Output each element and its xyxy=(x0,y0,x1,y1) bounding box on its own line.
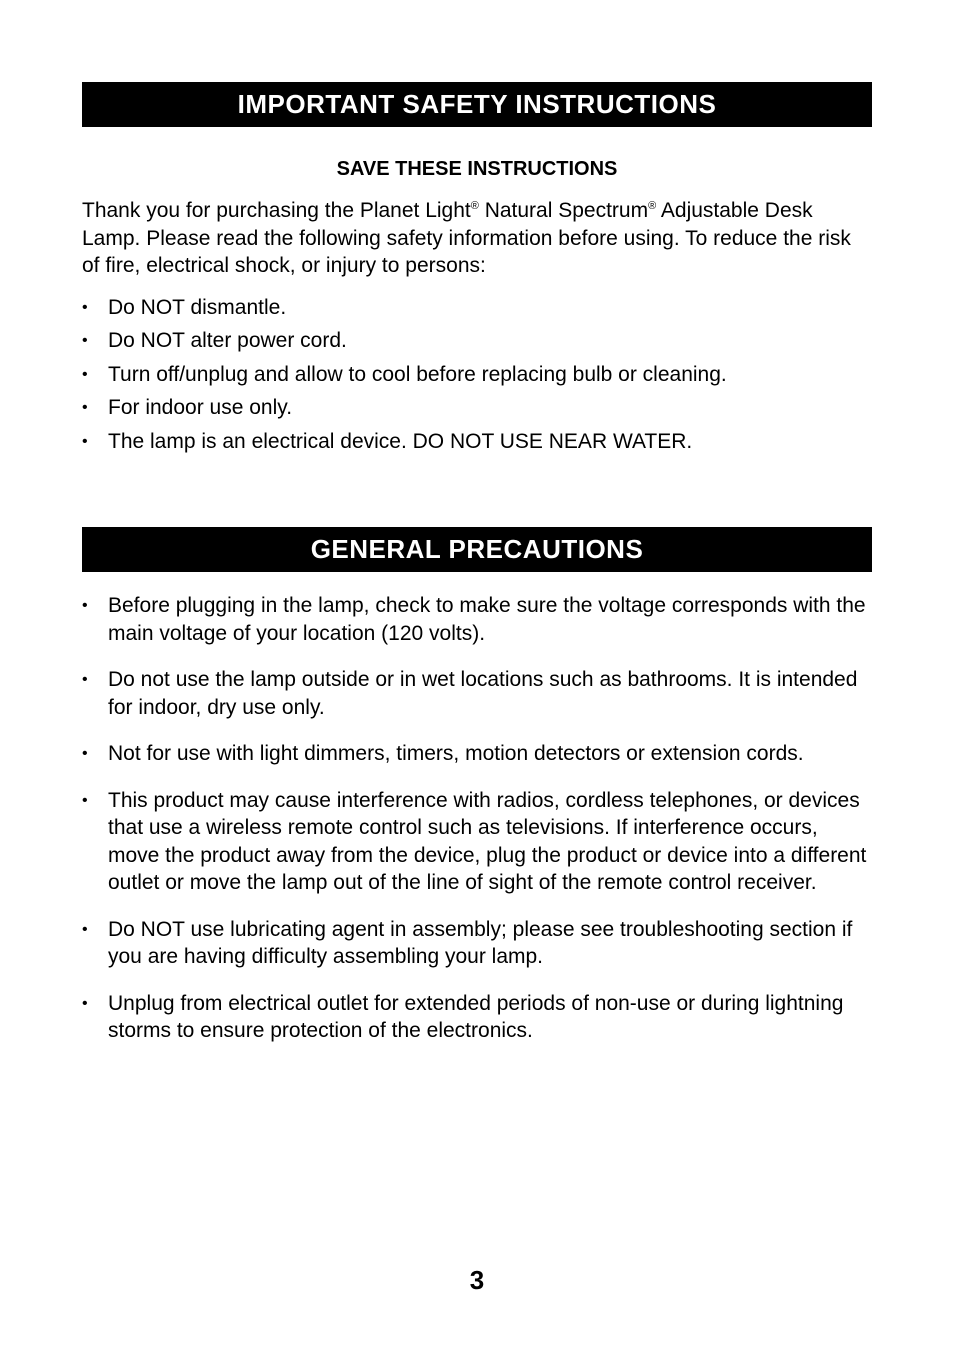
bullet-marker: • xyxy=(82,994,88,1012)
list-item-text: For indoor use only. xyxy=(108,396,293,419)
list-item xyxy=(82,327,872,355)
list-item-text: This product may cause interference with radios, cordless telephones, or devices that use a wireless remote control such as televisions. If interference occurs, move the product away from the device, plug the product or device into a different outlet or move the lamp out of the line of sight of the remote control receiver. xyxy=(108,788,867,894)
list-item xyxy=(82,428,872,456)
page-number: 3 xyxy=(469,1265,485,1295)
intro-text-part-2: Natural Spectrum xyxy=(478,199,649,222)
bullet-marker: • xyxy=(82,745,88,762)
registered-mark: ® xyxy=(470,200,479,212)
list-item-text: Do not use the lamp outside or in wet locations such as bathrooms. It is intended for indoor, dry use only. xyxy=(108,668,858,719)
bullet-marker: • xyxy=(82,432,88,450)
list-item-text: The lamp is an electrical device. DO NOT USE NEAR WATER. xyxy=(108,429,693,453)
intro-paragraph xyxy=(82,197,872,280)
list-item-text: Turn off/unplug and allow to cool before replacing bulb or cleaning. xyxy=(108,362,727,386)
save-instructions-subheading: SAVE THESE INSTRUCTIONS xyxy=(336,158,618,180)
intro-text-part-3: Adjustable Desk Lamp. Please read the following safety information before using. To reduce the risk of fire, electrical shock, or injury to persons: xyxy=(82,199,851,277)
list-item xyxy=(82,990,872,1045)
bullet-marker: • xyxy=(82,671,88,688)
list-item xyxy=(82,361,872,389)
list-item-text: Not for use with light dimmers, timers, motion detectors or extension cords. xyxy=(108,742,804,765)
intro-text-part-1: Thank you for purchasing the Planet Light xyxy=(82,199,471,222)
bullet-marker: • xyxy=(82,365,88,383)
bullet-marker: • xyxy=(82,399,88,416)
safety-instructions-heading: IMPORTANT SAFETY INSTRUCTIONS xyxy=(82,82,872,127)
bullet-marker: • xyxy=(82,791,88,809)
bullet-marker: • xyxy=(82,332,88,349)
list-item xyxy=(82,787,872,897)
bullet-marker: • xyxy=(82,597,88,614)
list-item-text: Before plugging in the lamp, check to make sure the voltage corresponds with the main voltage of your location (120 volts). xyxy=(108,594,866,645)
list-item-text: Do NOT use lubricating agent in assembly; please see troubleshooting section if you are having difficulty assembling your lamp. xyxy=(108,917,853,968)
bullet-marker: • xyxy=(82,298,88,316)
safety-list xyxy=(82,294,872,456)
registered-mark: ® xyxy=(648,200,657,212)
list-item-text: Do NOT dismantle. xyxy=(108,295,287,319)
list-item xyxy=(82,916,872,971)
list-item xyxy=(82,394,872,422)
list-item xyxy=(82,740,872,768)
list-item-text: Unplug from electrical outlet for extended periods of non-use or during lightning storms to ensure protection of the electronics. xyxy=(108,991,844,1042)
bullet-marker: • xyxy=(82,920,88,938)
list-item xyxy=(82,294,872,322)
precautions-list xyxy=(82,592,872,1045)
list-item-text: Do NOT alter power cord. xyxy=(108,329,347,352)
general-precautions-heading: GENERAL PRECAUTIONS xyxy=(82,527,872,572)
list-item xyxy=(82,666,872,721)
manual-page xyxy=(82,82,872,1064)
list-item xyxy=(82,592,872,647)
